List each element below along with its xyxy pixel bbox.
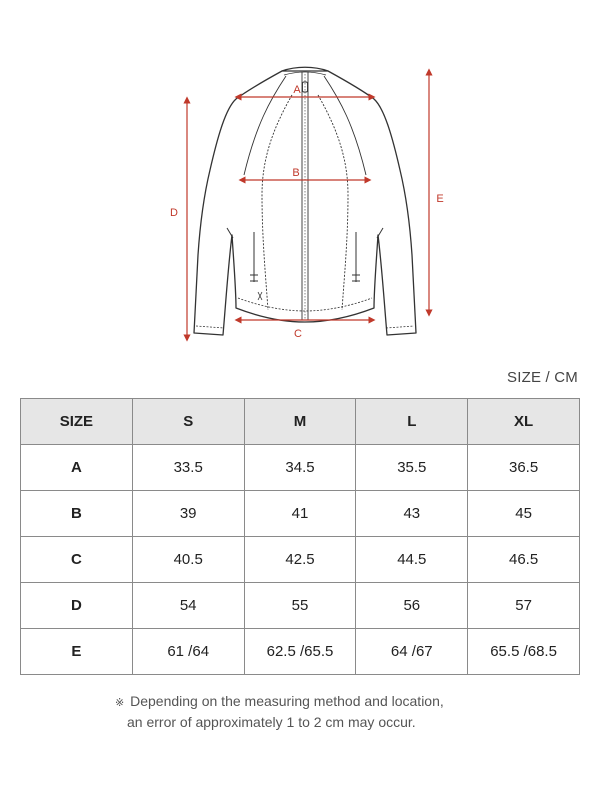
- table-cell: 41: [244, 491, 356, 537]
- jacket-outline-icon: [194, 67, 416, 335]
- size-chart-table: [20, 398, 580, 675]
- row-label: E: [21, 629, 133, 675]
- table-cell: 34.5: [244, 445, 356, 491]
- table-cell: 56: [356, 583, 468, 629]
- row-label: C: [21, 537, 133, 583]
- table-cell: 45: [468, 491, 580, 537]
- table-row: [21, 629, 580, 675]
- header-size-label: SIZE: [21, 399, 133, 445]
- measure-c-label: C: [294, 328, 302, 340]
- note-mark-icon: ※: [115, 697, 125, 709]
- measurement-note: [115, 692, 535, 732]
- table-row: [21, 445, 580, 491]
- table-cell: 61 /64: [132, 629, 244, 675]
- table-cell: 36.5: [468, 445, 580, 491]
- table-row: [21, 537, 580, 583]
- unit-label: SIZE / CM: [507, 369, 578, 386]
- table-cell: 57: [468, 583, 580, 629]
- measure-b-label: B: [292, 167, 300, 179]
- table-cell: 44.5: [356, 537, 468, 583]
- table-header-row: [21, 399, 580, 445]
- table-cell: 65.5 /68.5: [468, 629, 580, 675]
- table-cell: 40.5: [132, 537, 244, 583]
- measure-a-label: A: [293, 84, 301, 96]
- header-size-m: M: [244, 399, 356, 445]
- note-line-2: an error of approximately 1 to 2 cm may occur.: [127, 714, 416, 730]
- table-row: [21, 491, 580, 537]
- table-cell: 33.5: [132, 445, 244, 491]
- table-cell: 62.5 /65.5: [244, 629, 356, 675]
- measure-e-label: E: [436, 193, 444, 205]
- row-label: B: [21, 491, 133, 537]
- table-cell: 42.5: [244, 537, 356, 583]
- header-size-xl: XL: [468, 399, 580, 445]
- table-cell: 64 /67: [356, 629, 468, 675]
- jacket-measurement-diagram: [0, 0, 600, 360]
- table-cell: 39: [132, 491, 244, 537]
- row-label: A: [21, 445, 133, 491]
- table-cell: 54: [132, 583, 244, 629]
- table-cell: 43: [356, 491, 468, 537]
- table-row: [21, 583, 580, 629]
- measure-d-label: D: [170, 207, 178, 219]
- table-cell: 35.5: [356, 445, 468, 491]
- table-cell: 46.5: [468, 537, 580, 583]
- row-label: D: [21, 583, 133, 629]
- note-line-1: Depending on the measuring method and location,: [130, 693, 444, 709]
- table-cell: 55: [244, 583, 356, 629]
- header-size-l: L: [356, 399, 468, 445]
- header-size-s: S: [132, 399, 244, 445]
